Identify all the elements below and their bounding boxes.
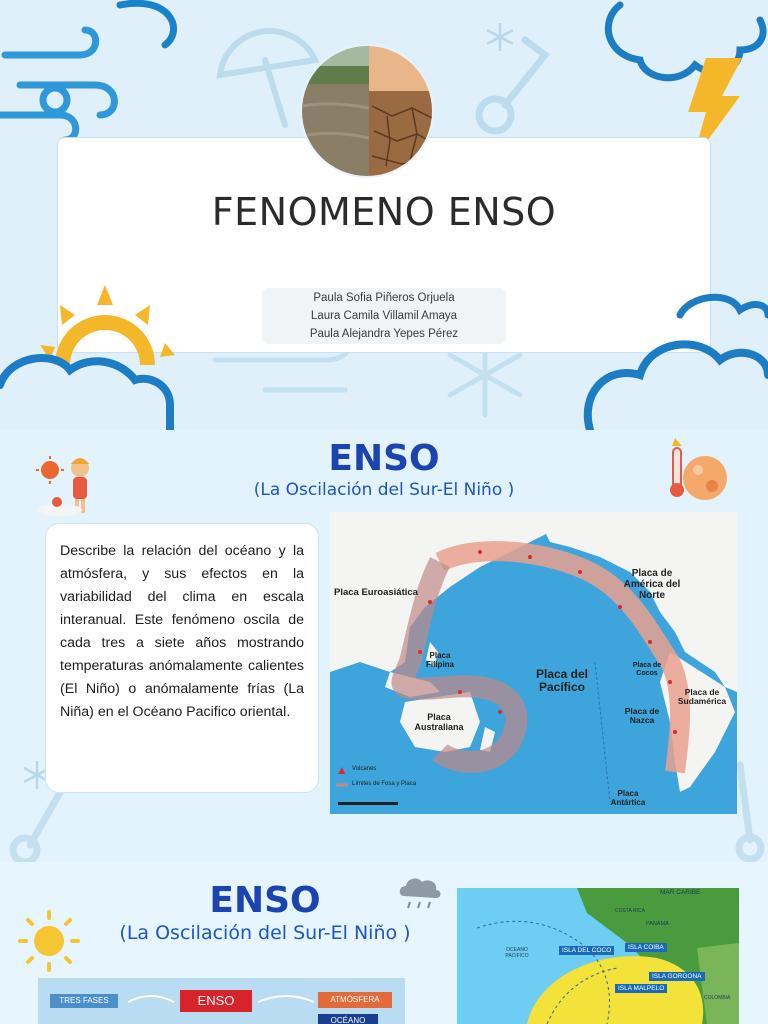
title-slide	[0, 0, 768, 430]
thermometer-icon	[465, 30, 555, 140]
hot-planet-illustration	[660, 438, 730, 508]
author-name: Paula Sofia Piñeros Orjuela	[313, 292, 455, 304]
map-label: PANAMA	[646, 921, 669, 927]
legend-boundaries: Límites de Fosa y Placa	[352, 781, 417, 787]
ocean-box: OCÉANO	[318, 1014, 378, 1024]
main-title: FENOMENO ENSO	[211, 190, 557, 234]
authors-list	[262, 288, 506, 344]
plate-label: Placa Euroasiática	[334, 587, 418, 598]
map-label: ISLA MALPELO	[615, 984, 667, 993]
map-label: ISLA COIBA	[625, 943, 667, 952]
plate-label: Placa Antártica	[610, 789, 646, 807]
enso-definition-slide	[0, 430, 768, 862]
plate-label: Placa del Pacífico	[535, 667, 589, 695]
map-label: COSTA RICA	[615, 908, 645, 914]
wind-cloud-icon	[0, 0, 190, 150]
slide-subtitle: (La Oscilación del Sur-El Niño )	[119, 922, 411, 944]
sun-icon	[14, 908, 84, 972]
slide-subtitle: (La Oscilación del Sur-El Niño )	[253, 480, 515, 500]
pacific-ring-of-fire-map	[330, 512, 737, 814]
definition-card	[45, 523, 319, 793]
enso-phases-diagram	[38, 978, 405, 1024]
plate-label: Placa de Cocos	[632, 662, 662, 677]
enso-phases-slide	[0, 862, 768, 1024]
map-label: OCEANO PACIFICO	[505, 947, 529, 959]
plate-label: Placa de América del Norte	[623, 568, 681, 601]
author-name: Paula Alejandra Yepes Pérez	[309, 328, 459, 340]
plate-label: Placa Filipina	[426, 651, 454, 669]
legend-volcanoes: Volcanes	[352, 766, 377, 772]
slide-title: ENSO	[328, 438, 440, 479]
cloud-outline-icon	[580, 285, 768, 430]
author-name: Laura Camila Villamil Amaya	[310, 310, 458, 322]
map-label: MAR CARIBE	[660, 889, 701, 896]
child-sun-illustration	[35, 440, 110, 520]
phases-box: TRES FASES	[50, 994, 118, 1008]
plate-label: Placa de Nazca	[624, 706, 660, 726]
slide-title: ENSO	[209, 880, 321, 921]
map-label: COLOMBIA	[704, 995, 731, 1001]
map-label: ISLA DEL COCO	[559, 946, 614, 955]
plate-label: Placa Australiana	[414, 712, 464, 732]
sun-cloud-icon	[0, 285, 185, 430]
rain-cloud-icon	[398, 874, 442, 910]
plate-label: Placa de Sudamérica	[677, 687, 727, 707]
map-label: ISLA GORGONA	[649, 972, 705, 981]
colombia-pacific-map	[457, 888, 739, 1024]
flood-drought-photo	[300, 44, 434, 178]
enso-box: ENSO	[180, 990, 252, 1012]
definition-text: Describe la relación del océano y la atmósfera, y sus efectos en la variabilidad del clima en escala interanual. Este fenómeno oscila de cada tres a siete años mostrando temperaturas anómalamente calientes (El Niño) o anómalamente frías (La Niña) en el Océano Pacifico oriental.	[60, 543, 304, 720]
atmosphere-box: ATMÓSFERA	[318, 992, 392, 1008]
